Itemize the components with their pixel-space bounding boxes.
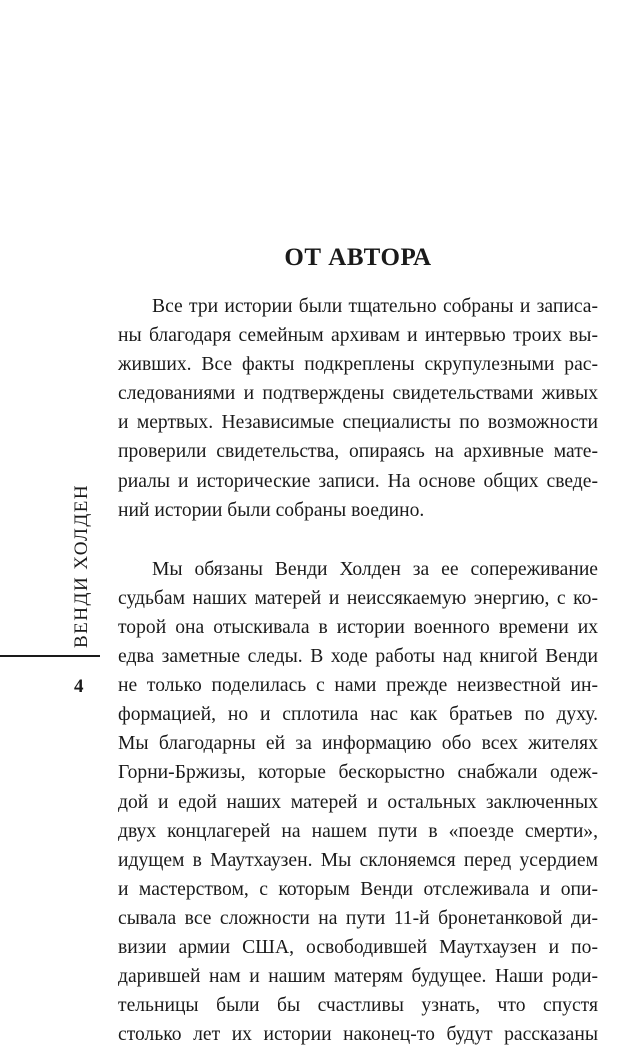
text-line: Все три истории были тщательно собраны и записа- (152, 296, 598, 317)
page-number: 4 (74, 676, 84, 697)
text-line: дарившей нам и нашим матерям будущее. Наши роди- (118, 966, 598, 988)
text-line: риалы и исторические записи. На основе общих сведе- (118, 470, 598, 492)
text-line: Горни-Бржизы, которые бескорыстно снабжали одеж- (118, 762, 598, 784)
text-line: тельницы были бы счастливы узнать, что спустя (118, 995, 598, 1017)
text-line: и мертвых. Независимые специалисты по возможности (118, 412, 598, 434)
chapter-heading: ОТ АВТОРА (284, 244, 432, 271)
text-line: ны благодаря семейным архивам и интервью троих вы- (118, 325, 598, 347)
text-line: дой и едой наших матерей и остальных заключенных (118, 791, 598, 813)
text-line: идущем в Маутхаузен. Мы склоняемся перед усердием (118, 849, 598, 871)
text-line: живших. Все факты подкреплены скрупулезными рас- (118, 354, 598, 376)
text-line: столько лет их истории наконец-то будут рассказаны (118, 1024, 598, 1046)
paragraph-1 (118, 292, 598, 525)
margin-rule (0, 655, 100, 657)
text-line: сывала все сложности на пути 11-й бронетанковой ди- (118, 907, 598, 929)
text-line: и мастерством, с которым Венди отслеживала и опи- (118, 878, 598, 900)
paragraph-gap (118, 525, 598, 555)
text-line: проверили свидетельства, опираясь на архивные мате- (118, 441, 598, 463)
text-line: едва заметные следы. В ходе работы над книгой Венди (118, 646, 598, 668)
text-line: визии армии США, освободившей Маутхаузен и по- (118, 936, 598, 958)
body-text (118, 292, 598, 1049)
text-line: двух концлагерей на нашем пути в «поезде смерти», (118, 820, 598, 842)
text-line: торой она отыскивала в истории военного времени их (118, 616, 598, 638)
text-line: Мы обязаны Венди Холден за ее сопереживание (152, 558, 598, 580)
text-line: судьбам наших матерей и неиссякаемую энергию, с ко- (118, 587, 598, 609)
text-line: не только поделилась с нами прежде неизвестной ин- (118, 675, 598, 697)
text-line: формацией, но и сплотила нас как братьев по духу. (118, 704, 598, 726)
text-line: следованиями и подтверждены свидетельствами живых (118, 383, 598, 405)
text-line: ний истории были собраны воедино. (118, 499, 425, 521)
paragraph-2 (118, 555, 598, 1049)
text-line: Мы благодарны ей за информацию обо всех жителях (118, 733, 598, 755)
running-head-author: ВЕНДИ ХОЛДЕН (71, 483, 92, 648)
